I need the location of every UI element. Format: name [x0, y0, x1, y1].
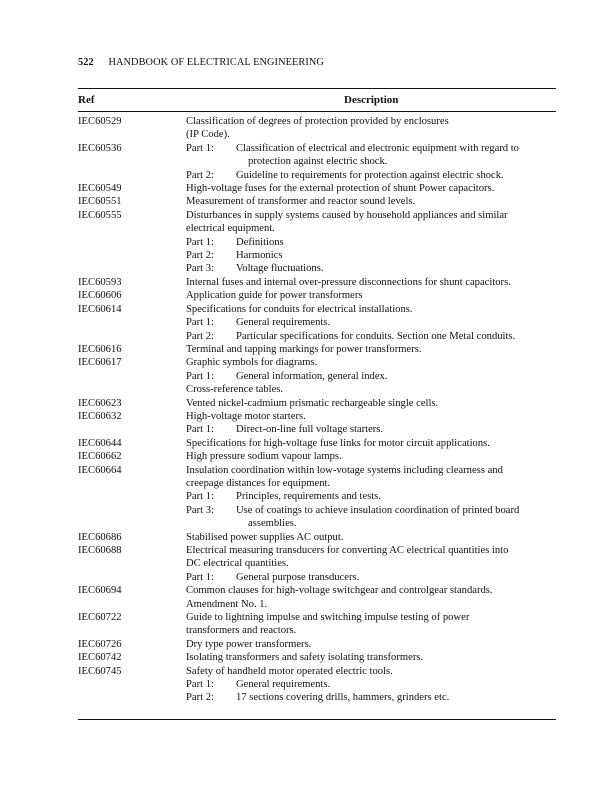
part-label: Part 1:	[186, 236, 214, 248]
part-line: assemblies.	[248, 518, 297, 530]
description-line: (IP Code).	[186, 129, 230, 141]
part-entry	[186, 330, 556, 343]
standard-description	[186, 665, 556, 705]
standard-description	[186, 209, 556, 276]
standard-description	[186, 142, 556, 182]
standard-ref: IEC60536	[78, 142, 122, 154]
table-row	[78, 437, 556, 450]
standard-ref: IEC60726	[78, 638, 122, 650]
table-row	[78, 638, 556, 651]
standard-ref: IEC60551	[78, 196, 122, 208]
table-row	[78, 276, 556, 289]
part-line: Definitions	[236, 236, 284, 248]
part-text	[236, 571, 556, 584]
standard-ref: IEC60745	[78, 665, 122, 677]
part-text	[236, 490, 556, 503]
standard-ref: IEC60742	[78, 652, 122, 664]
part-entry	[186, 423, 556, 436]
table-row	[78, 115, 556, 142]
part-label: Part 1:	[186, 370, 214, 382]
table-row	[78, 142, 556, 182]
part-line: protection against electric shock.	[248, 156, 388, 168]
description-line: Internal fuses and internal over-pressure disconnections for shunt capacitors.	[186, 276, 511, 288]
standard-ref: IEC60722	[78, 612, 122, 624]
standard-ref: IEC60688	[78, 545, 122, 556]
running-title: HANDBOOK OF ELECTRICAL ENGINEERING	[108, 57, 324, 68]
description-line: Common clauses for high-voltage switchgear and controlgear standards.	[186, 585, 493, 597]
part-entry	[186, 678, 556, 691]
table-row	[78, 665, 556, 705]
description-line: Safety of handheld motor operated electric tools.	[186, 665, 393, 677]
description-line: creepage distances for equipment.	[186, 477, 331, 489]
standard-description	[186, 289, 556, 302]
standard-description	[186, 195, 556, 208]
part-entry	[186, 316, 556, 329]
part-line: General purpose transducers.	[236, 571, 360, 583]
standard-ref: IEC60593	[78, 276, 122, 288]
table-row	[78, 209, 556, 276]
standard-description	[186, 464, 556, 531]
part-text	[236, 169, 556, 182]
part-text	[236, 142, 556, 169]
part-text	[236, 691, 556, 704]
part-text	[236, 262, 556, 275]
part-line: General requirements.	[236, 679, 331, 691]
part-text	[236, 249, 556, 262]
part-line: Voltage fluctuations.	[236, 263, 324, 275]
standard-description	[186, 356, 556, 396]
standard-ref: IEC60617	[78, 357, 122, 369]
standard-description	[186, 276, 556, 289]
part-label: Part 2:	[186, 692, 214, 704]
table-row	[78, 544, 556, 584]
description-line: High pressure sodium vapour lamps.	[186, 451, 342, 463]
description-line: Measurement of transformer and reactor sound levels.	[186, 196, 416, 208]
description-line: Electrical measuring transducers for converting AC electrical quantities into	[186, 545, 509, 556]
part-entry	[186, 236, 556, 249]
part-line: Principles, requirements and tests.	[236, 491, 382, 503]
part-entry	[186, 370, 556, 383]
description-line: Application guide for power transformers	[186, 290, 363, 302]
description-line: Classification of degrees of protection provided by enclosures	[186, 116, 449, 127]
description-line: Graphic symbols for diagrams.	[186, 357, 318, 369]
part-entry	[186, 490, 556, 503]
table-row	[78, 343, 556, 356]
part-text	[236, 504, 556, 531]
description-line: Disturbances in supply systems caused by household appliances and similar	[186, 209, 508, 221]
standard-description	[186, 410, 556, 437]
standard-description	[186, 303, 556, 343]
table-top-rule	[78, 88, 556, 89]
page-number: 522	[78, 57, 94, 68]
table-header-rule	[78, 111, 556, 112]
standard-description	[186, 115, 556, 142]
description-line: Stabilised power supplies AC output.	[186, 531, 344, 543]
standard-ref: IEC60664	[78, 464, 122, 476]
part-entry	[186, 142, 556, 169]
description-line: DC electrical quantities.	[186, 558, 289, 570]
standard-description	[186, 611, 556, 638]
description-line: Terminal and tapping markings for power transformers.	[186, 343, 422, 355]
description-line: transformers and reactors.	[186, 625, 297, 637]
standards-table-body	[78, 115, 556, 705]
standard-description	[186, 397, 556, 410]
standard-ref: IEC60686	[78, 531, 122, 543]
table-row	[78, 464, 556, 531]
table-row	[78, 397, 556, 410]
part-text	[236, 236, 556, 249]
description-line: Cross-reference tables.	[186, 384, 284, 396]
standard-ref: IEC60614	[78, 303, 122, 315]
part-label: Part 2:	[186, 169, 214, 181]
description-line: Isolating transformers and safety isolating transformers.	[186, 652, 424, 664]
standard-ref: IEC60644	[78, 437, 122, 449]
part-label: Part 1:	[186, 142, 214, 154]
standard-ref: IEC60529	[78, 116, 122, 127]
table-row	[78, 651, 556, 664]
standard-ref: IEC60662	[78, 451, 122, 463]
part-text	[236, 370, 556, 383]
description-line: Insulation coordination within low-votage systems including clearness and	[186, 464, 503, 476]
part-label: Part 3:	[186, 263, 214, 275]
standard-description	[186, 182, 556, 195]
part-entry	[186, 571, 556, 584]
part-label: Part 1:	[186, 679, 214, 691]
part-label: Part 1:	[186, 317, 214, 329]
standard-ref: IEC60555	[78, 209, 122, 221]
part-label: Part 2:	[186, 250, 214, 262]
standard-ref: IEC60606	[78, 290, 122, 302]
part-line: General information, general index.	[236, 370, 388, 382]
part-entry	[186, 504, 556, 531]
description-line: Specifications for high-voltage fuse links for motor circuit applications.	[186, 437, 490, 449]
description-line: electrical equipment.	[186, 223, 275, 235]
part-label: Part 1:	[186, 424, 214, 436]
running-header	[78, 57, 324, 68]
table-row	[78, 182, 556, 195]
part-label: Part 1:	[186, 571, 214, 583]
table-row	[78, 195, 556, 208]
part-line: Direct-on-line full voltage starters.	[236, 424, 384, 436]
part-line: 17 sections covering drills, hammers, grinders etc.	[236, 692, 450, 704]
standard-description	[186, 584, 556, 611]
table-row	[78, 289, 556, 302]
table-row	[78, 410, 556, 437]
column-header-description: Description	[344, 94, 399, 106]
part-text	[236, 330, 556, 343]
standard-description	[186, 450, 556, 463]
table-row	[78, 450, 556, 463]
part-text	[236, 316, 556, 329]
description-line: Vented nickel-cadmium prismatic rechargeable single cells.	[186, 397, 439, 409]
standard-ref: IEC60694	[78, 585, 122, 597]
table-row	[78, 303, 556, 343]
part-entry	[186, 262, 556, 275]
part-label: Part 2:	[186, 330, 214, 342]
standard-ref: IEC60632	[78, 410, 122, 422]
table-row	[78, 584, 556, 611]
part-line: Harmonics	[236, 250, 283, 262]
part-line: Classification of electrical and electronic equipment with regard to	[236, 142, 519, 154]
standard-description	[186, 544, 556, 584]
standard-ref: IEC60623	[78, 397, 122, 409]
part-entry	[186, 691, 556, 704]
part-entry	[186, 169, 556, 182]
standard-description	[186, 638, 556, 651]
description-line: Amendment No. 1.	[186, 598, 268, 610]
table-row	[78, 531, 556, 544]
standard-description	[186, 651, 556, 664]
description-line: Specifications for conduits for electrical installations.	[186, 303, 413, 315]
part-line: Use of coatings to achieve insulation coordination of printed board	[236, 504, 520, 516]
standard-description	[186, 531, 556, 544]
part-entry	[186, 249, 556, 262]
description-line: Dry type power transformers.	[186, 638, 312, 650]
standard-description	[186, 343, 556, 356]
standard-description	[186, 437, 556, 450]
part-label: Part 1:	[186, 491, 214, 503]
description-line: High-voltage fuses for the external protection of shunt Power capacitors.	[186, 183, 495, 195]
table-bottom-rule	[78, 719, 556, 720]
description-line: Guide to lightning impulse and switching impulse testing of power	[186, 612, 470, 624]
part-label: Part 3:	[186, 504, 214, 516]
part-text	[236, 423, 556, 436]
description-line: High-voltage motor starters.	[186, 410, 306, 422]
standard-ref: IEC60616	[78, 343, 122, 355]
part-line: General requirements.	[236, 317, 331, 329]
part-text	[236, 678, 556, 691]
standard-ref: IEC60549	[78, 183, 122, 195]
part-line: Guideline to requirements for protection against electric shock.	[236, 169, 504, 181]
table-row	[78, 356, 556, 396]
column-header-ref: Ref	[78, 94, 95, 106]
table-row	[78, 611, 556, 638]
part-line: Particular specifications for conduits. Section one Metal conduits.	[236, 330, 516, 342]
